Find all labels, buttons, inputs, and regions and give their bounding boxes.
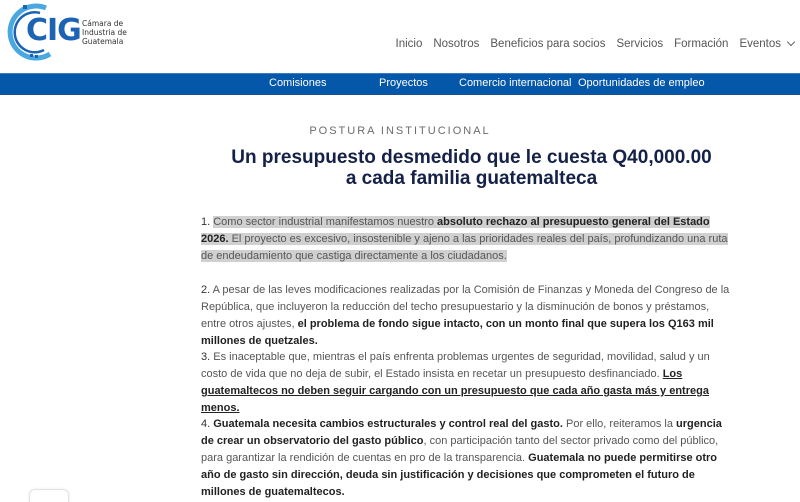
paragraph-3 [201, 349, 731, 417]
nav-item-formacion[interactable]: Formación [674, 38, 729, 50]
secondary-nav [0, 73, 800, 95]
article-title [0, 147, 800, 189]
paragraph-2 [201, 282, 731, 350]
title-line-2: a cada familia guatemalteca [345, 168, 598, 189]
site-logo[interactable] [6, 2, 156, 62]
bold-segment: Guatemala no puede permitirse otro año de gasto sin dirección, deuda sin justificación y decisiones que comprometen el futuro de millones de guatemaltecos. [201, 452, 718, 498]
subnav-item-proyectos[interactable]: Proyectos [379, 77, 428, 89]
text-segment: A pesar de las leves modificaciones realizadas por la Comisión de Finanzas y Moneda del Congreso de la República, que incluyeron la reducción del techo presupuestario y la disminución de bonos y préstamos, entre otros ajustes, [201, 284, 730, 330]
main-nav [396, 38, 795, 50]
nav-item-eventos-label[interactable]: Eventos [739, 38, 781, 50]
nav-item-eventos[interactable] [739, 38, 794, 50]
bold-segment: urgencia de crear un observatorio del gasto público [201, 418, 722, 447]
logo-text [82, 19, 152, 46]
chevron-down-icon[interactable] [787, 38, 795, 46]
underlined-bold-segment: Los guatemaltecos no deben seguir cargando con un presupuesto que cada año gasta más y entrega menos. [201, 368, 709, 414]
bold-segment: absoluto rechazo al presupuesto general del Estado 2026. [201, 216, 710, 245]
article-kicker: POSTURA INSTITUCIONAL [309, 125, 491, 137]
floating-widget[interactable] [29, 489, 69, 502]
subnav-item-comercio-internacional[interactable]: Comercio internacional [459, 77, 572, 89]
paragraph-4 [201, 416, 731, 501]
text-segment: Por ello, reiteramos la [562, 418, 677, 430]
highlighted-text [201, 216, 728, 262]
bold-segment: el problema de fondo sigue intacto, con un monto final que supera los Q163 mil millones de quetzales. [201, 318, 714, 347]
paragraph-number: 4. [201, 418, 214, 430]
text-segment: , con participación tanto del sector privado como del público, para garantizar la rendición de cuentas en pro de la transparencia. [201, 435, 719, 464]
paragraph-number: 1. [201, 216, 214, 228]
nav-item-nosotros[interactable]: Nosotros [433, 38, 480, 50]
subnav-item-comisiones[interactable]: Comisiones [269, 77, 327, 89]
logo-text-line: Cámara de [82, 18, 124, 28]
logo-text-line: Industria de [82, 27, 127, 37]
nav-item-servicios[interactable]: Servicios [616, 38, 664, 50]
nav-item-beneficios[interactable]: Beneficios para socios [490, 38, 606, 50]
text-segment: Como sector industrial manifestamos nuestro [213, 216, 437, 228]
logo-letters: CIG [26, 13, 81, 48]
site-header [0, 0, 800, 73]
subnav-item-oportunidades-empleo[interactable]: Oportunidades de empleo [578, 77, 705, 89]
title-line-1: Un presupuesto desmedido que le cuesta Q40,000.00 [231, 147, 712, 168]
text-segment: El proyecto es excesivo, insostenible y ajeno a las prioridades reales del país, profundizando una ruta de endeudamiento que castiga directamente a los ciudadanos. [201, 233, 728, 262]
paragraph-number: 2. [201, 284, 213, 296]
bold-segment: Guatemala necesita cambios estructurales y control real del gasto. [213, 418, 563, 430]
logo-text-line: Guatemala [82, 36, 124, 46]
paragraph-number: 3. [201, 351, 214, 363]
nav-item-inicio[interactable]: Inicio [395, 38, 423, 50]
cig-logo-icon [6, 2, 81, 62]
paragraph-1 [201, 214, 731, 265]
text-segment: Es inaceptable que, mientras el país enfrenta problemas urgentes de seguridad, movilidad, salud y un costo de vida que no deja de subir, el Estado insista en recetar un presupuesto desfinanciado. [201, 351, 710, 380]
